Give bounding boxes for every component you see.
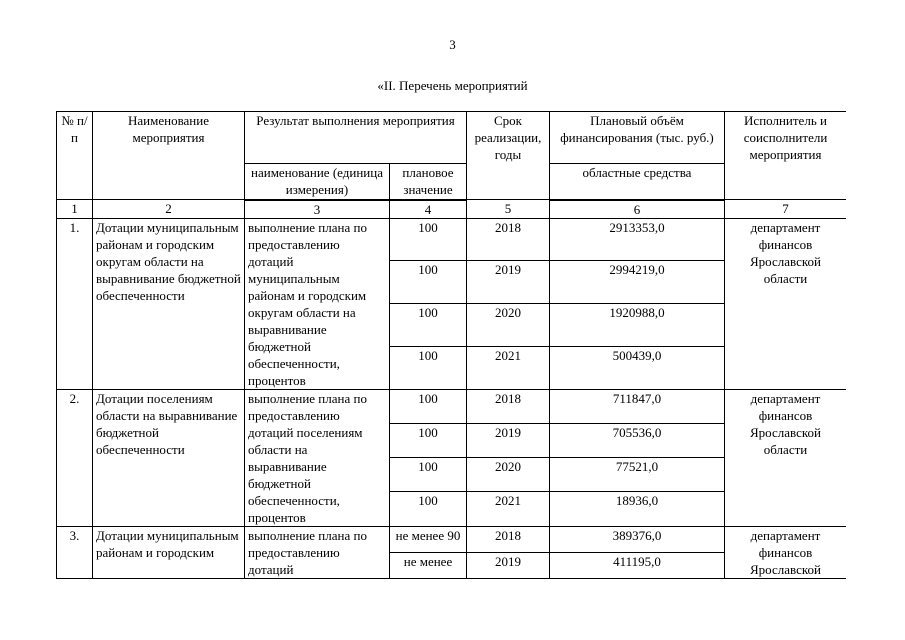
measure-name: Дотации поселениям области на выравнивание бюджетной обеспеченности <box>93 389 245 526</box>
funding-amount: 500439,0 <box>550 346 725 389</box>
executor: департамент финансов Ярославской <box>725 526 847 578</box>
result-name: выполнение плана по предоставлению дотаций муниципальным районам и городским округам области на выравнивание бюджетной обеспеченности, процентов <box>245 218 390 389</box>
funding-amount: 705536,0 <box>550 423 725 457</box>
page-number: 3 <box>449 37 456 52</box>
header-name: Наименование мероприятия <box>93 112 245 200</box>
measures-table <box>56 111 846 579</box>
column-number-2: 2 <box>93 200 245 219</box>
year: 2020 <box>467 458 550 492</box>
funding-amount: 2994219,0 <box>550 261 725 304</box>
column-numbers-row <box>57 200 847 219</box>
funding-amount: 1920988,0 <box>550 304 725 347</box>
year: 2021 <box>467 492 550 526</box>
column-number-1: 1 <box>57 200 93 219</box>
header-funding-regional: областные средства <box>550 164 725 200</box>
planned-value: 100 <box>390 346 467 389</box>
year: 2019 <box>467 552 550 578</box>
planned-value: 100 <box>390 389 467 423</box>
executor: департамент финансов Ярославской области <box>725 389 847 526</box>
result-name: выполнение плана по предоставлению дотаций поселениям области на выравнивание бюджетной обеспеченности, процентов <box>245 389 390 526</box>
funding-amount: 411195,0 <box>550 552 725 578</box>
table-row <box>57 526 847 552</box>
funding-amount: 18936,0 <box>550 492 725 526</box>
column-number-7: 7 <box>725 200 847 219</box>
planned-value: 100 <box>390 423 467 457</box>
row-number: 3. <box>57 526 93 578</box>
section-title: «II. Перечень мероприятий <box>377 78 528 93</box>
planned-value: не менее 90 <box>390 526 467 552</box>
year: 2018 <box>467 389 550 423</box>
row-number: 2. <box>57 389 93 526</box>
measure-name: Дотации муниципальным районам и городским <box>93 526 245 578</box>
table-row <box>57 218 847 261</box>
year: 2019 <box>467 261 550 304</box>
column-number-5: 5 <box>467 200 550 219</box>
year: 2018 <box>467 218 550 261</box>
executor: департамент финансов Ярославской области <box>725 218 847 389</box>
measures-table-wrapper <box>56 111 846 640</box>
header-result: Результат выполнения мероприятия <box>245 112 467 164</box>
row-number: 1. <box>57 218 93 389</box>
planned-value: 100 <box>390 492 467 526</box>
column-number-4: 4 <box>390 200 467 219</box>
planned-value: 100 <box>390 218 467 261</box>
funding-amount: 711847,0 <box>550 389 725 423</box>
header-funding: Плановый объём финансирования (тыс. руб.) <box>550 112 725 164</box>
header-executor: Исполнитель и соисполнители мероприятия <box>725 112 847 200</box>
planned-value: не менее <box>390 552 467 578</box>
funding-amount: 389376,0 <box>550 526 725 552</box>
column-number-3: 3 <box>245 200 390 219</box>
measure-name: Дотации муниципальным районам и городским округам области на выравнивание бюджетной обеспеченности <box>93 218 245 389</box>
planned-value: 100 <box>390 304 467 347</box>
year: 2021 <box>467 346 550 389</box>
header-num: № п/п <box>57 112 93 200</box>
funding-amount: 2913353,0 <box>550 218 725 261</box>
year: 2019 <box>467 423 550 457</box>
planned-value: 100 <box>390 458 467 492</box>
year: 2020 <box>467 304 550 347</box>
header-term: Срок реализации, годы <box>467 112 550 200</box>
header-result-value: плановое значение <box>390 164 467 200</box>
funding-amount: 77521,0 <box>550 458 725 492</box>
planned-value: 100 <box>390 261 467 304</box>
table-row <box>57 389 847 423</box>
header-result-name: наименование (единица измерения) <box>245 164 390 200</box>
column-number-6: 6 <box>550 200 725 219</box>
year: 2018 <box>467 526 550 552</box>
result-name: выполнение плана по предоставлению дотаций <box>245 526 390 578</box>
